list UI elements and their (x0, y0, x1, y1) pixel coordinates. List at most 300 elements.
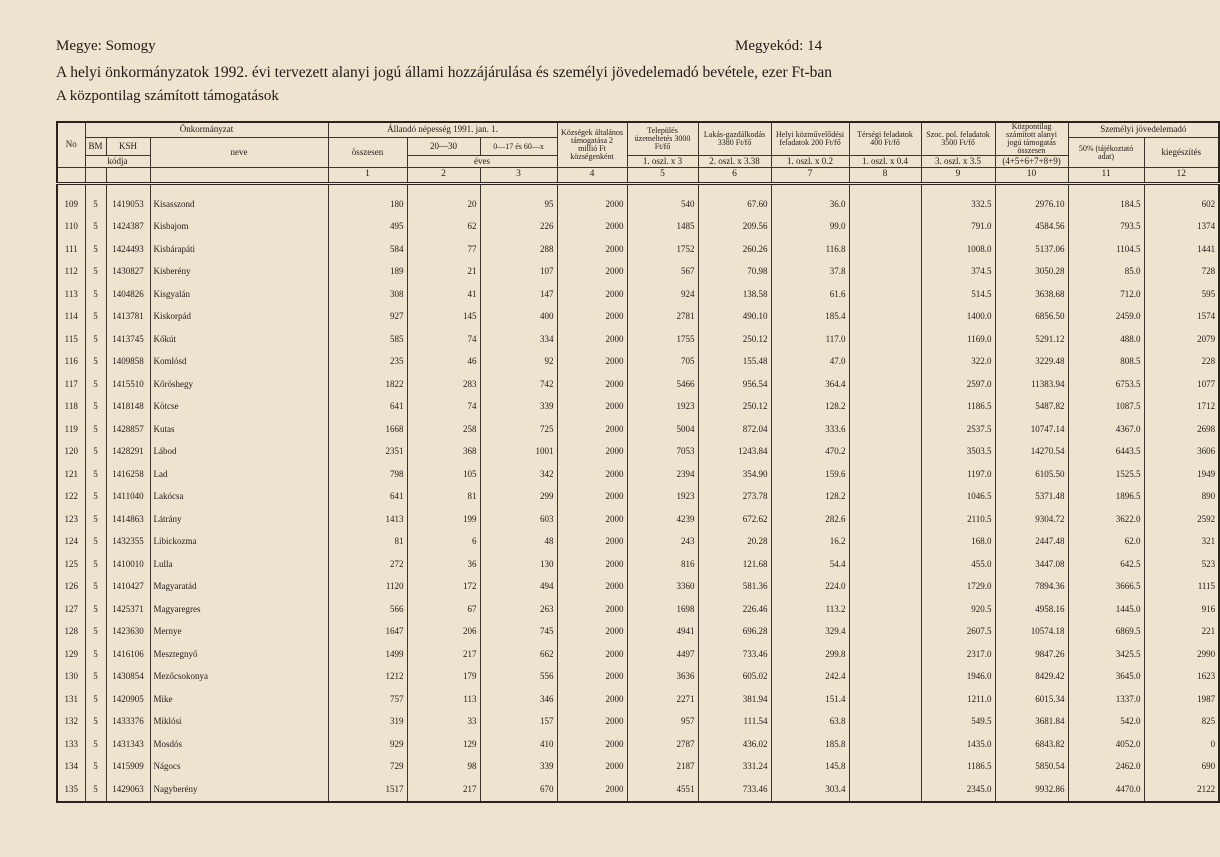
cell-szja-50: 1087.5 (1068, 396, 1144, 419)
cell-kiegeszites: 602 (1144, 193, 1219, 216)
cell-tersegi (849, 778, 921, 802)
cell-kozpontilag: 3229.48 (995, 351, 1068, 374)
cell-neve: Nágocs (150, 756, 328, 779)
cell-neve: Mike (150, 688, 328, 711)
cell-age-0-17: 400 (480, 306, 557, 329)
cell-telepules: 957 (627, 711, 698, 734)
cell-szoc: 1046.5 (921, 486, 995, 509)
cell-ksh: 1409858 (106, 351, 150, 374)
cell-osszesen: 1517 (328, 778, 407, 802)
col-number-11: 11 (1068, 168, 1144, 184)
cell-no: 117 (57, 373, 85, 396)
table-row (57, 216, 1219, 239)
cell-ksh: 1416258 (106, 463, 150, 486)
table-row (57, 621, 1219, 644)
cell-szja-50: 1337.0 (1068, 688, 1144, 711)
cell-age-0-17: 339 (480, 756, 557, 779)
cell-neve: Kisgyalán (150, 283, 328, 306)
cell-no: 127 (57, 598, 85, 621)
cell-kiegeszites: 1712 (1144, 396, 1219, 419)
cell-kozpontilag: 9304.72 (995, 508, 1068, 531)
cell-szoc: 455.0 (921, 553, 995, 576)
cell-lakas: 250.12 (698, 396, 771, 419)
cell-age-20-30: 217 (407, 643, 480, 666)
cell-kozpontilag: 5371.48 (995, 486, 1068, 509)
cell-bm: 5 (85, 778, 106, 802)
cell-osszesen: 757 (328, 688, 407, 711)
cell-telepules: 5004 (627, 418, 698, 441)
cell-bm: 5 (85, 216, 106, 239)
col-header-lakas: Lakás-gazdálkodás 3380 Ft/fő (698, 122, 771, 156)
cell-lakas: 605.02 (698, 666, 771, 689)
cell-szja-50: 1525.5 (1068, 463, 1144, 486)
cell-neve: Mosdós (150, 733, 328, 756)
cell-age-20-30: 199 (407, 508, 480, 531)
cell-lakas: 436.02 (698, 733, 771, 756)
col-sub-helyi: 1. oszl. x 0.2 (771, 156, 849, 168)
cell-szja-50: 3666.5 (1068, 576, 1144, 599)
cell-helyi: 145.8 (771, 756, 849, 779)
cell-no: 112 (57, 261, 85, 284)
cell-kozsegek: 2000 (557, 351, 627, 374)
cell-kozsegek: 2000 (557, 396, 627, 419)
cell-kozpontilag: 9847.26 (995, 643, 1068, 666)
cell-telepules: 567 (627, 261, 698, 284)
cell-bm: 5 (85, 328, 106, 351)
cell-lakas: 70.98 (698, 261, 771, 284)
cell-kozsegek: 2000 (557, 733, 627, 756)
cell-helyi: 61.6 (771, 283, 849, 306)
table-row (57, 486, 1219, 509)
cell-neve: Komlósd (150, 351, 328, 374)
cell-age-0-17: 92 (480, 351, 557, 374)
cell-ksh: 1432355 (106, 531, 150, 554)
cell-szoc: 1946.0 (921, 666, 995, 689)
col-header-age-20-30: 20—30 (407, 138, 480, 156)
cell-telepules: 5466 (627, 373, 698, 396)
cell-neve: Lábod (150, 441, 328, 464)
cell-ksh: 1420905 (106, 688, 150, 711)
cell-bm: 5 (85, 553, 106, 576)
table-row (57, 666, 1219, 689)
cell-szoc: 1435.0 (921, 733, 995, 756)
cell-szja-50: 793.5 (1068, 216, 1144, 239)
cell-age-0-17: 670 (480, 778, 557, 802)
cell-age-0-17: 48 (480, 531, 557, 554)
cell-tersegi (849, 441, 921, 464)
cell-tersegi (849, 733, 921, 756)
cell-osszesen: 2351 (328, 441, 407, 464)
cell-lakas: 250.12 (698, 328, 771, 351)
cell-no: 132 (57, 711, 85, 734)
cell-bm: 5 (85, 688, 106, 711)
cell-telepules: 2271 (627, 688, 698, 711)
cell-age-20-30: 98 (407, 756, 480, 779)
cell-lakas: 696.28 (698, 621, 771, 644)
cell-telepules: 1752 (627, 238, 698, 261)
cell-tersegi (849, 643, 921, 666)
cell-szoc: 1008.0 (921, 238, 995, 261)
cell-szoc: 1197.0 (921, 463, 995, 486)
cell-age-20-30: 368 (407, 441, 480, 464)
cell-ksh: 1410427 (106, 576, 150, 599)
cell-helyi: 282.6 (771, 508, 849, 531)
cell-kozpontilag: 10747.14 (995, 418, 1068, 441)
cell-bm: 5 (85, 508, 106, 531)
cell-kiegeszites: 523 (1144, 553, 1219, 576)
cell-bm: 5 (85, 643, 106, 666)
cell-kozpontilag: 3447.08 (995, 553, 1068, 576)
cell-no: 118 (57, 396, 85, 419)
cell-kozpontilag: 4958.16 (995, 598, 1068, 621)
col-header-szja: Személyi jövedelemadó (1068, 122, 1219, 138)
cell-age-0-17: 745 (480, 621, 557, 644)
col-sub-tersegi: 1. oszl. x 0.4 (849, 156, 921, 168)
cell-szja-50: 488.0 (1068, 328, 1144, 351)
cell-helyi: 303.4 (771, 778, 849, 802)
cell-age-20-30: 129 (407, 733, 480, 756)
cell-kozpontilag: 2447.48 (995, 531, 1068, 554)
cell-age-0-17: 603 (480, 508, 557, 531)
cell-kozsegek: 2000 (557, 373, 627, 396)
cell-kiegeszites: 0 (1144, 733, 1219, 756)
cell-kozsegek: 2000 (557, 283, 627, 306)
cell-kozpontilag: 2976.10 (995, 193, 1068, 216)
cell-ksh: 1424387 (106, 216, 150, 239)
table-row (57, 238, 1219, 261)
cell-kozpontilag: 6856.50 (995, 306, 1068, 329)
cell-telepules: 7053 (627, 441, 698, 464)
cell-age-20-30: 41 (407, 283, 480, 306)
cell-telepules: 2187 (627, 756, 698, 779)
cell-tersegi (849, 328, 921, 351)
cell-osszesen: 927 (328, 306, 407, 329)
cell-tersegi (849, 486, 921, 509)
col-header-bm: BM (85, 138, 106, 156)
cell-osszesen: 189 (328, 261, 407, 284)
cell-tersegi (849, 261, 921, 284)
cell-osszesen: 566 (328, 598, 407, 621)
cell-helyi: 151.4 (771, 688, 849, 711)
cell-bm: 5 (85, 238, 106, 261)
cell-ksh: 1433376 (106, 711, 150, 734)
cell-bm: 5 (85, 283, 106, 306)
cell-tersegi (849, 688, 921, 711)
cell-helyi: 128.2 (771, 486, 849, 509)
cell-helyi: 116.8 (771, 238, 849, 261)
cell-kozsegek: 2000 (557, 306, 627, 329)
cell-bm: 5 (85, 486, 106, 509)
cell-szja-50: 184.5 (1068, 193, 1144, 216)
cell-kozpontilag: 9932.86 (995, 778, 1068, 802)
cell-kozsegek: 2000 (557, 418, 627, 441)
cell-kozpontilag: 3681.84 (995, 711, 1068, 734)
cell-szoc: 1169.0 (921, 328, 995, 351)
cell-age-0-17: 725 (480, 418, 557, 441)
cell-telepules: 1485 (627, 216, 698, 239)
table-row (57, 711, 1219, 734)
cell-age-20-30: 36 (407, 553, 480, 576)
cell-neve: Libickozma (150, 531, 328, 554)
col-header-neve: neve (150, 138, 328, 168)
cell-no: 124 (57, 531, 85, 554)
cell-kozpontilag: 14270.54 (995, 441, 1068, 464)
cell-szja-50: 542.0 (1068, 711, 1144, 734)
cell-lakas: 1243.84 (698, 441, 771, 464)
cell-no: 125 (57, 553, 85, 576)
cell-ksh: 1429063 (106, 778, 150, 802)
cell-age-20-30: 77 (407, 238, 480, 261)
col-header-szoc: Szoc. pol. feladatok 3500 Ft/fő (921, 122, 995, 156)
cell-szoc: 791.0 (921, 216, 995, 239)
cell-neve: Kisasszond (150, 193, 328, 216)
cell-osszesen: 495 (328, 216, 407, 239)
cell-osszesen: 1647 (328, 621, 407, 644)
cell-kozsegek: 2000 (557, 553, 627, 576)
cell-osszesen: 1212 (328, 666, 407, 689)
cell-szja-50: 4470.0 (1068, 778, 1144, 802)
cell-no: 130 (57, 666, 85, 689)
cell-age-0-17: 299 (480, 486, 557, 509)
cell-ksh: 1411040 (106, 486, 150, 509)
cell-bm: 5 (85, 711, 106, 734)
table-row (57, 396, 1219, 419)
cell-age-20-30: 67 (407, 598, 480, 621)
cell-age-20-30: 20 (407, 193, 480, 216)
cell-bm: 5 (85, 396, 106, 419)
cell-bm: 5 (85, 733, 106, 756)
cell-age-0-17: 334 (480, 328, 557, 351)
table-row (57, 598, 1219, 621)
cell-tersegi (849, 553, 921, 576)
cell-osszesen: 929 (328, 733, 407, 756)
cell-bm: 5 (85, 261, 106, 284)
col-number-9: 9 (921, 168, 995, 184)
col-header-kodja: kódja (85, 156, 150, 168)
cell-kozpontilag: 10574.18 (995, 621, 1068, 644)
cell-osszesen: 641 (328, 486, 407, 509)
cell-helyi: 117.0 (771, 328, 849, 351)
cell-helyi: 37.8 (771, 261, 849, 284)
col-number-6: 6 (698, 168, 771, 184)
cell-telepules: 924 (627, 283, 698, 306)
cell-ksh: 1415909 (106, 756, 150, 779)
cell-telepules: 1923 (627, 486, 698, 509)
cell-lakas: 260.26 (698, 238, 771, 261)
cell-age-0-17: 157 (480, 711, 557, 734)
cell-lakas: 956.54 (698, 373, 771, 396)
col-sub-kozpontilag: (4+5+6+7+8+9) (995, 156, 1068, 168)
cell-kiegeszites: 221 (1144, 621, 1219, 644)
cell-osszesen: 729 (328, 756, 407, 779)
cell-age-20-30: 46 (407, 351, 480, 374)
cell-ksh: 1418148 (106, 396, 150, 419)
cell-tersegi (849, 531, 921, 554)
cell-lakas: 273.78 (698, 486, 771, 509)
cell-szoc: 2597.0 (921, 373, 995, 396)
cell-neve: Lad (150, 463, 328, 486)
cell-szoc: 3503.5 (921, 441, 995, 464)
cell-bm: 5 (85, 463, 106, 486)
cell-telepules: 4239 (627, 508, 698, 531)
cell-osszesen: 1668 (328, 418, 407, 441)
cell-tersegi (849, 463, 921, 486)
cell-helyi: 242.4 (771, 666, 849, 689)
cell-lakas: 155.48 (698, 351, 771, 374)
cell-neve: Mernye (150, 621, 328, 644)
col-number-4: 4 (557, 168, 627, 184)
cell-lakas: 872.04 (698, 418, 771, 441)
cell-szja-50: 6869.5 (1068, 621, 1144, 644)
cell-lakas: 138.58 (698, 283, 771, 306)
cell-osszesen: 1499 (328, 643, 407, 666)
cell-tersegi (849, 238, 921, 261)
cell-kozsegek: 2000 (557, 643, 627, 666)
cell-szja-50: 4367.0 (1068, 418, 1144, 441)
cell-neve: Kisbárapáti (150, 238, 328, 261)
cell-szoc: 2110.5 (921, 508, 995, 531)
county-label: Megye: Somogy (56, 38, 156, 54)
table-body (57, 184, 1219, 802)
cell-neve: Kisberény (150, 261, 328, 284)
cell-kozsegek: 2000 (557, 711, 627, 734)
cell-kiegeszites: 825 (1144, 711, 1219, 734)
cell-tersegi (849, 351, 921, 374)
cell-kozpontilag: 5850.54 (995, 756, 1068, 779)
table-row (57, 351, 1219, 374)
cell-lakas: 111.54 (698, 711, 771, 734)
col-header-no: No (57, 122, 85, 168)
cell-helyi: 36.0 (771, 193, 849, 216)
cell-kozpontilag: 5137.06 (995, 238, 1068, 261)
table-row (57, 373, 1219, 396)
cell-szoc: 2537.5 (921, 418, 995, 441)
cell-szoc: 920.5 (921, 598, 995, 621)
cell-bm: 5 (85, 441, 106, 464)
cell-age-20-30: 105 (407, 463, 480, 486)
cell-tersegi (849, 396, 921, 419)
cell-neve: Miklósi (150, 711, 328, 734)
cell-lakas: 733.46 (698, 643, 771, 666)
cell-ksh: 1428857 (106, 418, 150, 441)
cell-neve: Kiskorpád (150, 306, 328, 329)
cell-neve: Mezőcsokonya (150, 666, 328, 689)
cell-kozsegek: 2000 (557, 508, 627, 531)
col-number-12: 12 (1144, 168, 1219, 184)
cell-helyi: 99.0 (771, 216, 849, 239)
cell-lakas: 733.46 (698, 778, 771, 802)
cell-kozpontilag: 8429.42 (995, 666, 1068, 689)
cell-szoc: 1186.5 (921, 396, 995, 419)
cell-lakas: 381.94 (698, 688, 771, 711)
cell-telepules: 540 (627, 193, 698, 216)
cell-age-0-17: 147 (480, 283, 557, 306)
cell-szoc: 1186.5 (921, 756, 995, 779)
cell-age-0-17: 1001 (480, 441, 557, 464)
cell-age-20-30: 33 (407, 711, 480, 734)
col-number-8: 8 (849, 168, 921, 184)
table-row (57, 283, 1219, 306)
cell-tersegi (849, 283, 921, 306)
cell-no: 115 (57, 328, 85, 351)
table-row (57, 778, 1219, 802)
cell-no: 110 (57, 216, 85, 239)
cell-no: 126 (57, 576, 85, 599)
cell-age-0-17: 494 (480, 576, 557, 599)
col-number-blank (150, 168, 328, 184)
cell-telepules: 1923 (627, 396, 698, 419)
cell-osszesen: 1120 (328, 576, 407, 599)
cell-helyi: 299.8 (771, 643, 849, 666)
col-number-2: 2 (407, 168, 480, 184)
col-number-3: 3 (480, 168, 557, 184)
col-number-10: 10 (995, 168, 1068, 184)
cell-telepules: 4551 (627, 778, 698, 802)
cell-kiegeszites: 2990 (1144, 643, 1219, 666)
cell-kozsegek: 2000 (557, 531, 627, 554)
cell-szoc: 1400.0 (921, 306, 995, 329)
cell-ksh: 1425371 (106, 598, 150, 621)
cell-telepules: 3360 (627, 576, 698, 599)
cell-osszesen: 641 (328, 396, 407, 419)
table-row (57, 418, 1219, 441)
cell-kiegeszites: 890 (1144, 486, 1219, 509)
cell-bm: 5 (85, 621, 106, 644)
cell-szoc: 332.5 (921, 193, 995, 216)
cell-ksh: 1430827 (106, 261, 150, 284)
cell-neve: Magyaregres (150, 598, 328, 621)
cell-no: 135 (57, 778, 85, 802)
cell-bm: 5 (85, 531, 106, 554)
cell-kozsegek: 2000 (557, 598, 627, 621)
cell-szoc: 1211.0 (921, 688, 995, 711)
cell-kozpontilag: 5487.82 (995, 396, 1068, 419)
cell-no: 120 (57, 441, 85, 464)
cell-osszesen: 584 (328, 238, 407, 261)
cell-helyi: 333.6 (771, 418, 849, 441)
cell-neve: Lakócsa (150, 486, 328, 509)
cell-szja-50: 642.5 (1068, 553, 1144, 576)
cell-lakas: 581.36 (698, 576, 771, 599)
cell-bm: 5 (85, 373, 106, 396)
cell-kozsegek: 2000 (557, 463, 627, 486)
cell-bm: 5 (85, 576, 106, 599)
cell-bm: 5 (85, 756, 106, 779)
cell-helyi: 54.4 (771, 553, 849, 576)
cell-szja-50: 808.5 (1068, 351, 1144, 374)
cell-kozsegek: 2000 (557, 778, 627, 802)
cell-no: 114 (57, 306, 85, 329)
cell-lakas: 20.28 (698, 531, 771, 554)
cell-kiegeszites: 1949 (1144, 463, 1219, 486)
cell-bm: 5 (85, 351, 106, 374)
cell-szja-50: 1104.5 (1068, 238, 1144, 261)
cell-no: 131 (57, 688, 85, 711)
cell-tersegi (849, 576, 921, 599)
col-number-1: 1 (328, 168, 407, 184)
cell-neve: Mesztegnyő (150, 643, 328, 666)
cell-age-20-30: 283 (407, 373, 480, 396)
cell-szja-50: 6443.5 (1068, 441, 1144, 464)
cell-age-20-30: 217 (407, 778, 480, 802)
cell-helyi: 159.6 (771, 463, 849, 486)
county-code-label: Megyekód: 14 (735, 38, 823, 54)
cell-age-20-30: 74 (407, 328, 480, 351)
cell-helyi: 113.2 (771, 598, 849, 621)
cell-telepules: 705 (627, 351, 698, 374)
cell-tersegi (849, 598, 921, 621)
cell-kozsegek: 2000 (557, 621, 627, 644)
